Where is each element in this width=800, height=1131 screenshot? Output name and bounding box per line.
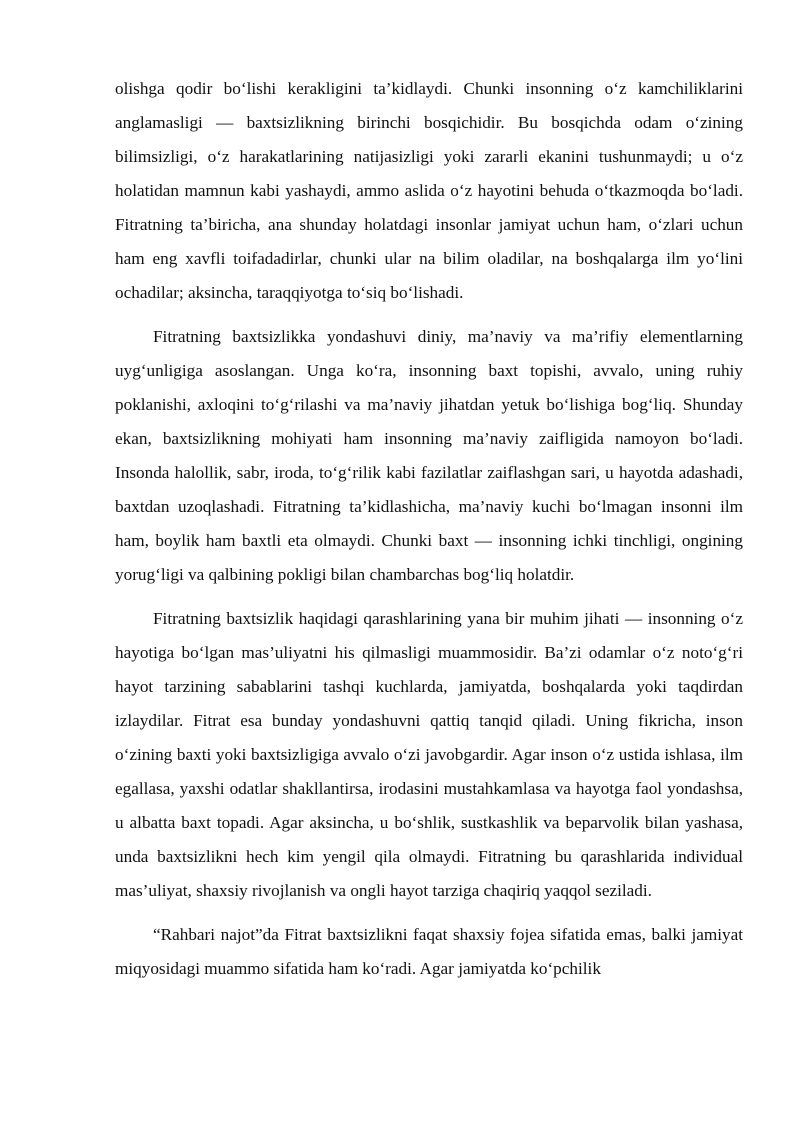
paragraph-2: Fitratning baxtsizlikka yondashuvi diniy, ma’naviy va ma’rifiy elementlarning uyg‘unligiga asoslangan. Unga ko‘ra, insonning baxt topishi, avvalo, uning ruhiy poklanishi, axloqini to‘g‘rilashi va ma’naviy jihatdan yetuk bo‘lishiga bog‘liq. Shunday ekan, baxtsizlikning mohiyati ham insonning ma’naviy zaifligida namoyon bo‘ladi. Insonda halollik, sabr, iroda, to‘g‘rilik kabi fazilatlar zaiflashgan sari, u hayotda adashadi, baxtdan uzoqlashadi. Fitratning ta’kidlashicha, ma’naviy kuchi bo‘lmagan insonni ilm ham, boylik ham baxtli eta olmaydi. Chunki baxt — insonning ichki tinchligi, ongining yorug‘ligi va qalbining pokligi bilan chambarchas bog‘liq holatdir.	[115, 327, 743, 584]
document-body	[115, 72, 743, 986]
paragraph-3: Fitratning baxtsizlik haqidagi qarashlarining yana bir muhim jihati — insonning o‘z hayotiga bo‘lgan mas’uliyatni his qilmasligi muammosidir. Ba’zi odamlar o‘z noto‘g‘ri hayot tarzining sabablarini tashqi kuchlarda, jamiyatda, boshqalarda yoki taqdirdan izlaydilar. Fitrat esa bunday yondashuvni qattiq tanqid qiladi. Uning fikricha, inson o‘zining baxti yoki baxtsizligiga avvalo o‘zi javobgardir. Agar inson o‘z ustida ishlasa, ilm egallasa, yaxshi odatlar shakllantirsa, irodasini mustahkamlasa va hayotga faol yondashsa, u albatta baxt topadi. Agar aksincha, u bo‘shlik, sustkashlik va beparvolik bilan yashasa, unda baxtsizlikni hech kim yengil qila olmaydi. Fitratning bu qarashlarida individual mas’uliyat, shaxsiy rivojlanish va ongli hayot tarziga chaqiriq yaqqol seziladi.	[115, 609, 743, 900]
paragraph-1: olishga qodir bo‘lishi kerakligini ta’kidlaydi. Chunki insonning o‘z kamchiliklarini anglamasligi — baxtsizlikning birinchi bosqichidir. Bu bosqichda odam o‘zining bilimsizligi, o‘z harakatlarining natijasizligi yoki zararli ekanini tushunmaydi; u o‘z holatidan mamnun kabi yashaydi, ammo aslida o‘z hayotini behuda o‘tkazmoqda bo‘ladi. Fitratning ta’biricha, ana shunday holatdagi insonlar jamiyat uchun ham, o‘zlari uchun ham eng xavfli toifadadirlar, chunki ular na bilim oladilar, na boshqalarga ilm yo‘lini ochadilar; aksincha, taraqqiyotga to‘siq bo‘lishadi.	[115, 79, 743, 302]
paragraph-4: “Rahbari najot”da Fitrat baxtsizlikni faqat shaxsiy fojea sifatida emas, balki jamiyat miqyosidagi muammo sifatida ham ko‘radi. Agar jamiyatda ko‘pchilik	[115, 925, 743, 978]
